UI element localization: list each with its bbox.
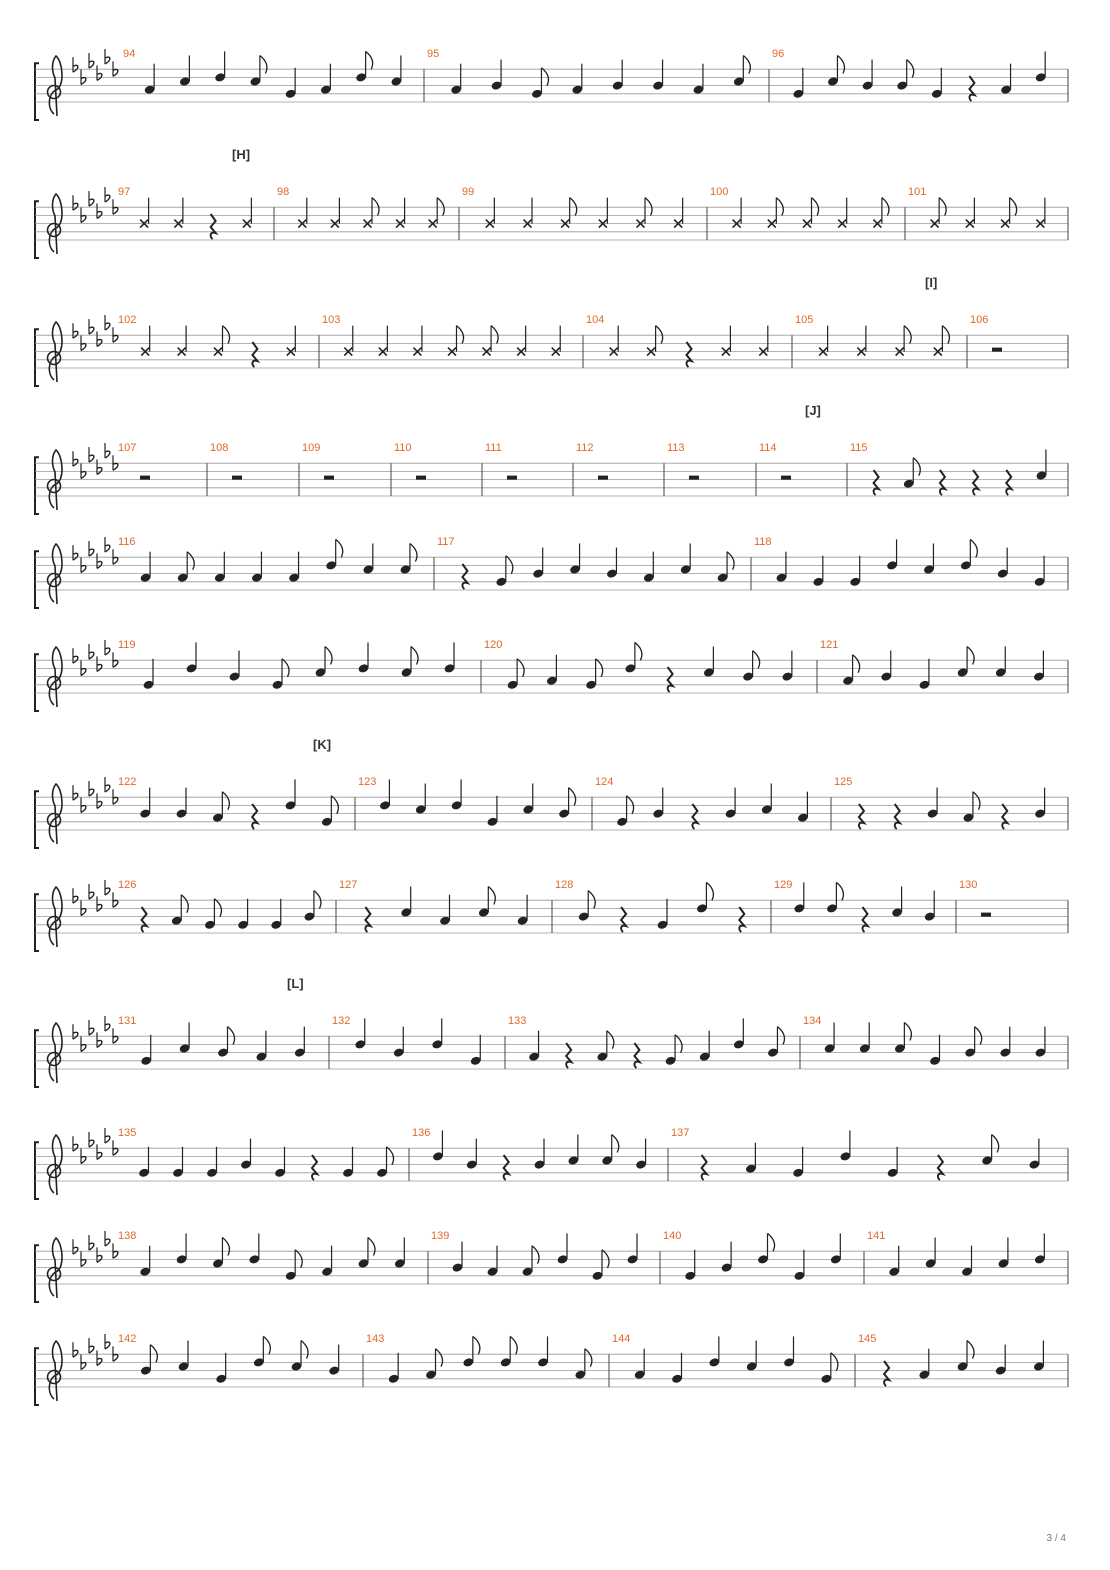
note-flag xyxy=(282,659,289,677)
measure-number: 98 xyxy=(277,186,290,199)
measure-number: 137 xyxy=(671,1127,690,1140)
note-flag xyxy=(372,198,379,216)
quarter-rest-icon xyxy=(566,1043,571,1068)
measure-number: 123 xyxy=(358,776,377,789)
note-flag xyxy=(488,887,495,905)
flat-sign-icon xyxy=(89,549,94,556)
flat-sign-icon xyxy=(89,199,94,206)
note-flag xyxy=(627,796,634,814)
measure-number: 97 xyxy=(118,186,131,199)
note-flag xyxy=(336,539,343,557)
note-flag xyxy=(187,552,194,570)
quarter-rest-icon xyxy=(687,342,692,367)
measure-number: 103 xyxy=(322,314,341,327)
flat-sign-icon xyxy=(113,69,118,76)
note-flag xyxy=(181,895,188,913)
note-flag xyxy=(532,1246,539,1264)
measure-number: 134 xyxy=(803,1015,822,1028)
note-flag xyxy=(314,891,321,909)
note-flag xyxy=(506,556,513,574)
note-flag xyxy=(675,1035,682,1053)
note-flag xyxy=(570,198,577,216)
note-flag xyxy=(973,792,980,810)
measure-number: 121 xyxy=(820,639,839,652)
measure-number: 125 xyxy=(834,776,853,789)
note-flag xyxy=(777,1027,784,1045)
measure-number: 106 xyxy=(970,314,989,327)
system-bracket xyxy=(35,791,39,848)
flat-sign-icon xyxy=(105,648,110,655)
note-flag xyxy=(301,1341,308,1359)
note-flag xyxy=(607,1031,614,1049)
measure-number: 96 xyxy=(772,48,785,61)
flat-sign-icon xyxy=(105,1136,110,1143)
measure-number: 129 xyxy=(774,879,793,892)
note-flag xyxy=(753,651,760,669)
flat-sign-icon xyxy=(97,211,102,218)
quarter-rest-icon xyxy=(142,907,147,932)
measure-number: 100 xyxy=(710,186,729,199)
measure-number: 138 xyxy=(118,1230,137,1243)
measure-number: 124 xyxy=(595,776,614,789)
note-flag xyxy=(222,1238,229,1256)
measure-number: 136 xyxy=(412,1127,431,1140)
note-flag xyxy=(706,882,713,900)
system-bracket xyxy=(35,1348,39,1405)
flat-sign-icon xyxy=(73,1247,78,1254)
note-flag xyxy=(596,659,603,677)
quarter-rest-icon xyxy=(884,1361,889,1386)
flat-sign-icon xyxy=(105,1239,110,1246)
half-rest-icon xyxy=(992,348,1002,352)
note-flag xyxy=(585,1349,592,1367)
flat-sign-icon xyxy=(105,1342,110,1349)
flat-sign-icon xyxy=(73,65,78,72)
quarter-rest-icon xyxy=(895,804,900,829)
note-flag xyxy=(473,1336,480,1354)
measure-number: 141 xyxy=(867,1230,886,1243)
note-flag xyxy=(812,198,819,216)
note-flag xyxy=(325,647,332,665)
page-number: 3 / 4 xyxy=(1046,1533,1066,1544)
flat-sign-icon xyxy=(73,1350,78,1357)
measure-number: 116 xyxy=(118,536,136,549)
staff-system xyxy=(35,1230,1068,1302)
note-flag xyxy=(223,326,230,344)
system-bracket xyxy=(35,329,39,386)
half-rest-icon xyxy=(140,476,150,480)
note-flag xyxy=(904,1023,911,1041)
measure-number: 95 xyxy=(427,48,440,61)
half-rest-icon xyxy=(416,476,426,480)
note-flag xyxy=(491,326,498,344)
rehearsal-mark: [K] xyxy=(313,737,332,753)
half-rest-icon xyxy=(232,476,242,480)
note-flag xyxy=(387,1147,394,1165)
flat-sign-icon xyxy=(89,327,94,334)
note-flag xyxy=(569,788,576,806)
staff-system xyxy=(35,1127,1068,1199)
system-bracket xyxy=(35,1030,39,1087)
quarter-rest-icon xyxy=(621,907,626,932)
flat-sign-icon xyxy=(97,904,102,911)
flat-sign-icon xyxy=(89,892,94,899)
measure-number: 132 xyxy=(332,1015,351,1028)
note-flag xyxy=(727,552,734,570)
measure-number: 118 xyxy=(754,536,772,549)
flat-sign-icon xyxy=(89,652,94,659)
flat-sign-icon xyxy=(97,339,102,346)
note-flag xyxy=(588,891,595,909)
flat-sign-icon xyxy=(97,561,102,568)
flat-sign-icon xyxy=(89,1140,94,1147)
note-flag xyxy=(366,51,373,69)
quarter-rest-icon xyxy=(969,76,974,101)
note-flag xyxy=(222,792,229,810)
staff-system xyxy=(35,879,1068,951)
staff-system xyxy=(35,1333,1068,1405)
note-flag xyxy=(836,882,843,900)
measure-number: 142 xyxy=(118,1333,137,1346)
flat-sign-icon xyxy=(113,557,118,564)
system-bracket xyxy=(35,201,39,258)
flat-sign-icon xyxy=(113,335,118,342)
flat-sign-icon xyxy=(105,545,110,552)
measure-number: 108 xyxy=(210,442,229,455)
flat-sign-icon xyxy=(97,467,102,474)
measure-number: 114 xyxy=(759,442,777,455)
flat-sign-icon xyxy=(73,656,78,663)
staff-system xyxy=(35,147,1068,258)
note-flag xyxy=(882,198,889,216)
note-flag xyxy=(635,642,642,660)
note-flag xyxy=(913,458,920,476)
note-flag xyxy=(975,1027,982,1045)
flat-sign-icon xyxy=(73,793,78,800)
flat-sign-icon xyxy=(113,660,118,667)
note-flag xyxy=(970,539,977,557)
flat-sign-icon xyxy=(89,1028,94,1035)
measure-number: 117 xyxy=(437,536,455,549)
note-flag xyxy=(295,1250,302,1268)
note-flag xyxy=(214,899,221,917)
flat-sign-icon xyxy=(105,323,110,330)
quarter-rest-icon xyxy=(938,1155,943,1180)
staff-system xyxy=(35,737,1068,848)
flat-sign-icon xyxy=(105,888,110,895)
system-bracket xyxy=(35,1245,39,1302)
note-flag xyxy=(517,659,524,677)
flat-sign-icon xyxy=(89,1346,94,1353)
flat-sign-icon xyxy=(81,909,86,916)
note-flag xyxy=(260,56,267,74)
quarter-rest-icon xyxy=(940,470,945,495)
measure-number: 122 xyxy=(118,776,137,789)
quarter-rest-icon xyxy=(365,907,370,932)
flat-sign-icon xyxy=(97,1152,102,1159)
measure-number: 119 xyxy=(118,639,136,652)
flat-sign-icon xyxy=(105,195,110,202)
flat-sign-icon xyxy=(73,331,78,338)
note-flag xyxy=(228,1027,235,1045)
note-flag xyxy=(510,1336,517,1354)
note-flag xyxy=(263,1336,270,1354)
flat-sign-icon xyxy=(73,553,78,560)
measure-number: 112 xyxy=(576,442,594,455)
flat-sign-icon xyxy=(81,78,86,85)
flat-sign-icon xyxy=(97,1358,102,1365)
flat-sign-icon xyxy=(89,1243,94,1250)
note-flag xyxy=(837,56,844,74)
half-rest-icon xyxy=(689,476,699,480)
flat-sign-icon xyxy=(81,566,86,573)
flat-sign-icon xyxy=(105,57,110,64)
half-rest-icon xyxy=(598,476,608,480)
flat-sign-icon xyxy=(73,203,78,210)
measure-number: 94 xyxy=(123,48,136,61)
measure-number: 144 xyxy=(612,1333,631,1346)
note-flag xyxy=(743,56,750,74)
note-flag xyxy=(436,1349,443,1367)
staff-system xyxy=(35,639,1068,711)
note-flag xyxy=(457,326,464,344)
flat-sign-icon xyxy=(105,451,110,458)
measure-number: 107 xyxy=(118,442,137,455)
measure-number: 109 xyxy=(302,442,321,455)
note-flag xyxy=(907,60,914,78)
measure-number: 140 xyxy=(663,1230,682,1243)
flat-sign-icon xyxy=(113,207,118,214)
rehearsal-mark: [L] xyxy=(287,976,304,992)
measure-number: 105 xyxy=(795,314,814,327)
system-bracket xyxy=(35,654,39,711)
measure-number: 131 xyxy=(118,1015,137,1028)
quarter-rest-icon xyxy=(1006,470,1011,495)
measure-number: 127 xyxy=(339,879,358,892)
note-flag xyxy=(541,68,548,86)
half-rest-icon xyxy=(507,476,517,480)
half-rest-icon xyxy=(781,476,791,480)
quarter-rest-icon xyxy=(692,804,697,829)
note-flag xyxy=(602,1250,609,1268)
note-flag xyxy=(853,655,860,673)
quarter-rest-icon xyxy=(973,470,978,495)
note-flag xyxy=(967,1341,974,1359)
measure-number: 126 xyxy=(118,879,137,892)
flat-sign-icon xyxy=(81,216,86,223)
measure-number: 143 xyxy=(366,1333,385,1346)
measure-number: 99 xyxy=(462,186,475,199)
flat-sign-icon xyxy=(113,1354,118,1361)
staff-system xyxy=(35,976,1068,1087)
system-bracket xyxy=(35,1142,39,1199)
flat-sign-icon xyxy=(81,1157,86,1164)
rehearsal-mark: [I] xyxy=(925,275,938,291)
note-flag xyxy=(831,1353,838,1371)
measure-number: 133 xyxy=(508,1015,527,1028)
note-flag xyxy=(967,647,974,665)
note-flag xyxy=(331,796,338,814)
system-bracket xyxy=(35,63,39,120)
measure-number: 130 xyxy=(959,879,978,892)
flat-sign-icon xyxy=(81,669,86,676)
measure-number: 104 xyxy=(586,314,605,327)
quarter-rest-icon xyxy=(702,1155,707,1180)
measure-number: 128 xyxy=(555,879,574,892)
quarter-rest-icon xyxy=(1002,804,1007,829)
measure-number: 145 xyxy=(858,1333,877,1346)
quarter-rest-icon xyxy=(859,804,864,829)
measure-number: 120 xyxy=(484,639,503,652)
measure-number: 139 xyxy=(431,1230,450,1243)
note-flag xyxy=(150,1345,157,1363)
note-flag xyxy=(645,198,652,216)
flat-sign-icon xyxy=(105,785,110,792)
note-flag xyxy=(437,198,444,216)
note-flag xyxy=(776,198,783,216)
flat-sign-icon xyxy=(73,459,78,466)
note-flag xyxy=(368,1238,375,1256)
flat-sign-icon xyxy=(113,463,118,470)
flat-sign-icon xyxy=(97,73,102,80)
measure-number: 110 xyxy=(394,442,412,455)
quarter-rest-icon xyxy=(863,907,868,932)
flat-sign-icon xyxy=(113,1148,118,1155)
note-flag xyxy=(656,326,663,344)
quarter-rest-icon xyxy=(211,214,216,239)
note-flag xyxy=(410,544,417,562)
staff-system xyxy=(35,48,1068,120)
flat-sign-icon xyxy=(73,1032,78,1039)
measure-number: 111 xyxy=(485,442,502,455)
quarter-rest-icon xyxy=(634,1043,639,1068)
flat-sign-icon xyxy=(81,472,86,479)
flat-sign-icon xyxy=(81,344,86,351)
flat-sign-icon xyxy=(113,797,118,804)
staff-system xyxy=(35,536,1068,608)
measure-number: 113 xyxy=(667,442,685,455)
system-bracket xyxy=(35,894,39,951)
flat-sign-icon xyxy=(81,1363,86,1370)
flat-sign-icon xyxy=(113,1036,118,1043)
flat-sign-icon xyxy=(113,900,118,907)
note-flag xyxy=(612,1135,619,1153)
measure-number: 101 xyxy=(908,186,927,199)
flat-sign-icon xyxy=(89,61,94,68)
note-flag xyxy=(1010,198,1017,216)
flat-sign-icon xyxy=(89,789,94,796)
flat-sign-icon xyxy=(97,1040,102,1047)
quarter-rest-icon xyxy=(312,1155,317,1180)
measure-number: 102 xyxy=(118,314,137,327)
quarter-rest-icon xyxy=(462,564,467,589)
flat-sign-icon xyxy=(105,1024,110,1031)
flat-sign-icon xyxy=(97,664,102,671)
flat-sign-icon xyxy=(97,1255,102,1262)
system-bracket xyxy=(35,457,39,514)
note-flag xyxy=(942,326,949,344)
flat-sign-icon xyxy=(73,896,78,903)
note-flag xyxy=(904,326,911,344)
note-flag xyxy=(992,1135,999,1153)
system-bracket xyxy=(35,551,39,608)
quarter-rest-icon xyxy=(739,907,744,932)
half-rest-icon xyxy=(981,913,991,917)
quarter-rest-icon xyxy=(874,470,879,495)
staff-system xyxy=(35,275,1068,386)
quarter-rest-icon xyxy=(668,667,673,692)
rehearsal-mark: [J] xyxy=(805,403,821,419)
flat-sign-icon xyxy=(97,801,102,808)
flat-sign-icon xyxy=(113,1251,118,1258)
flat-sign-icon xyxy=(73,1144,78,1151)
flat-sign-icon xyxy=(81,806,86,813)
measure-number: 135 xyxy=(118,1127,137,1140)
rehearsal-mark: [H] xyxy=(232,147,251,163)
staff-system xyxy=(35,403,1068,514)
flat-sign-icon xyxy=(81,1045,86,1052)
quarter-rest-icon xyxy=(504,1155,509,1180)
quarter-rest-icon xyxy=(252,342,257,367)
note-flag xyxy=(768,1233,775,1251)
quarter-rest-icon xyxy=(252,804,257,829)
flat-sign-icon xyxy=(89,455,94,462)
note-flag xyxy=(411,647,418,665)
measure-number: 115 xyxy=(850,442,868,455)
note-flag xyxy=(939,198,946,216)
half-rest-icon xyxy=(324,476,334,480)
flat-sign-icon xyxy=(81,1260,86,1267)
